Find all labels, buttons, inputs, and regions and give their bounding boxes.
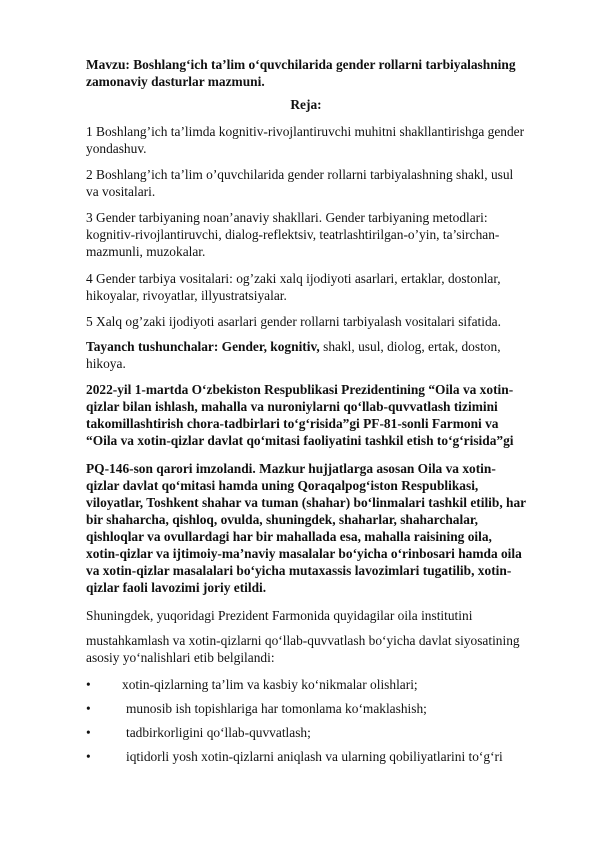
decree-paragraph: 2022-yil 1-martda O‘zbekiston Respublikasi Prezidentining “Oila va xotin-qizlar bilan ishlash, mahalla va nuroniylarni qo‘llab-quvvatlash tizimini takomillashtirish chora-tadbirlari to‘g‘risida”gi PF-81-sonli Farmoni va “Oila va xotin-qizlar davlat qo‘mitasi faoliyatini tashkil etish to‘g‘risida”gi — [86, 382, 514, 448]
plan-item-5: 5 Xalq og’zaki ijodiyoti asarlari gender rollarni tarbiyalash vositalari sifatida. — [86, 314, 501, 329]
farmon-paragraph: Shuningdek, yuqoridagi Prezident Farmonida quyidagilar oila institutini — [86, 608, 473, 623]
resolution-paragraph: PQ-146-son qarori imzolandi. Mazkur hujjatlarga asosan Oila va xotin-qizlar davlat qo‘mitasi hamda uning Qoraqalpog‘iston Respublikasi, viloyatlar, Toshkent shahar va tuman (shahar) bo‘linmalari tashkil etilib, har bir shaharcha, qishloq, ovulda, shuningdek, shaharlar, shaharchalar, qishloqlar va ovullardagi har bir mahallada esa, mahalla raisining oila, xotin-qizlar va ijtimoiy-ma’naviy masalalar bo‘yicha o‘rinbosari hamda oila va xotin-qizlar masalalari bo‘yicha mutaxassis lavozimlari tugatilib, xotin-qizlar faoli lavozimi joriy etildi. — [86, 461, 526, 595]
keywords-list: shakl, usul, diolog, ertak, doston, hikoya. — [86, 339, 501, 371]
plan-item-2: 2 Boshlang’ich ta’lim o’quvchilarida gender rollarni tarbiyalashning shakl, usul va vositalari. — [86, 167, 514, 199]
policy-paragraph: mustahkamlash va xotin-qizlarni qo‘llab-quvvatlash bo‘yicha davlat siyosatining asosiy yo‘nalishlari etib belgilandi: — [86, 633, 520, 665]
bullet-item-4: iqtidorli yosh xotin-qizlarni aniqlash va ularning qobiliyatlarini to‘g‘ri — [126, 749, 503, 764]
bullet-item-2: munosib ish topishlariga har tomonlama ko‘maklashish; — [126, 701, 427, 716]
keywords-paragraph — [86, 338, 526, 372]
plan-item-1: 1 Boshlang’ich ta’limda kognitiv-rivojlantiruvchi muhitni shakllantirishga gender yondashuv. — [86, 124, 525, 156]
bullet-marker: • — [86, 725, 91, 740]
bullet-item-1: xotin-qizlarning ta’lim va kasbiy ko‘nikmalar olishlari; — [122, 677, 418, 692]
plan-item-3: 3 Gender tarbiyaning noan’anaviy shakllari. Gender tarbiyaning metodlari: kognitiv-rivojlantiruvchi, dialog-reflektsiv, teatrlashtirilgan-o’yin, ta’sirchan-mazmunli, muzokalar. — [86, 210, 500, 259]
bullet-marker: • — [86, 677, 91, 692]
bullet-marker: • — [86, 701, 91, 716]
bullet-item-3: tadbirkorligini qo‘llab-quvvatlash; — [126, 725, 311, 740]
bullet-marker: • — [86, 749, 91, 764]
keywords-label: Tayanch tushunchalar: Gender, kognitiv, — [86, 339, 320, 354]
document-title: Mavzu: Boshlang‘ich ta’lim o‘quvchilarida gender rollarni tarbiyalashning zamonaviy dasturlar mazmuni. — [86, 57, 516, 89]
plan-heading: Reja: — [290, 97, 322, 112]
plan-item-4: 4 Gender tarbiya vositalari: og’zaki xalq ijodiyoti asarlari, ertaklar, dostonlar, hikoyalar, rivoyatlar, illyustratsiyalar. — [86, 271, 501, 303]
